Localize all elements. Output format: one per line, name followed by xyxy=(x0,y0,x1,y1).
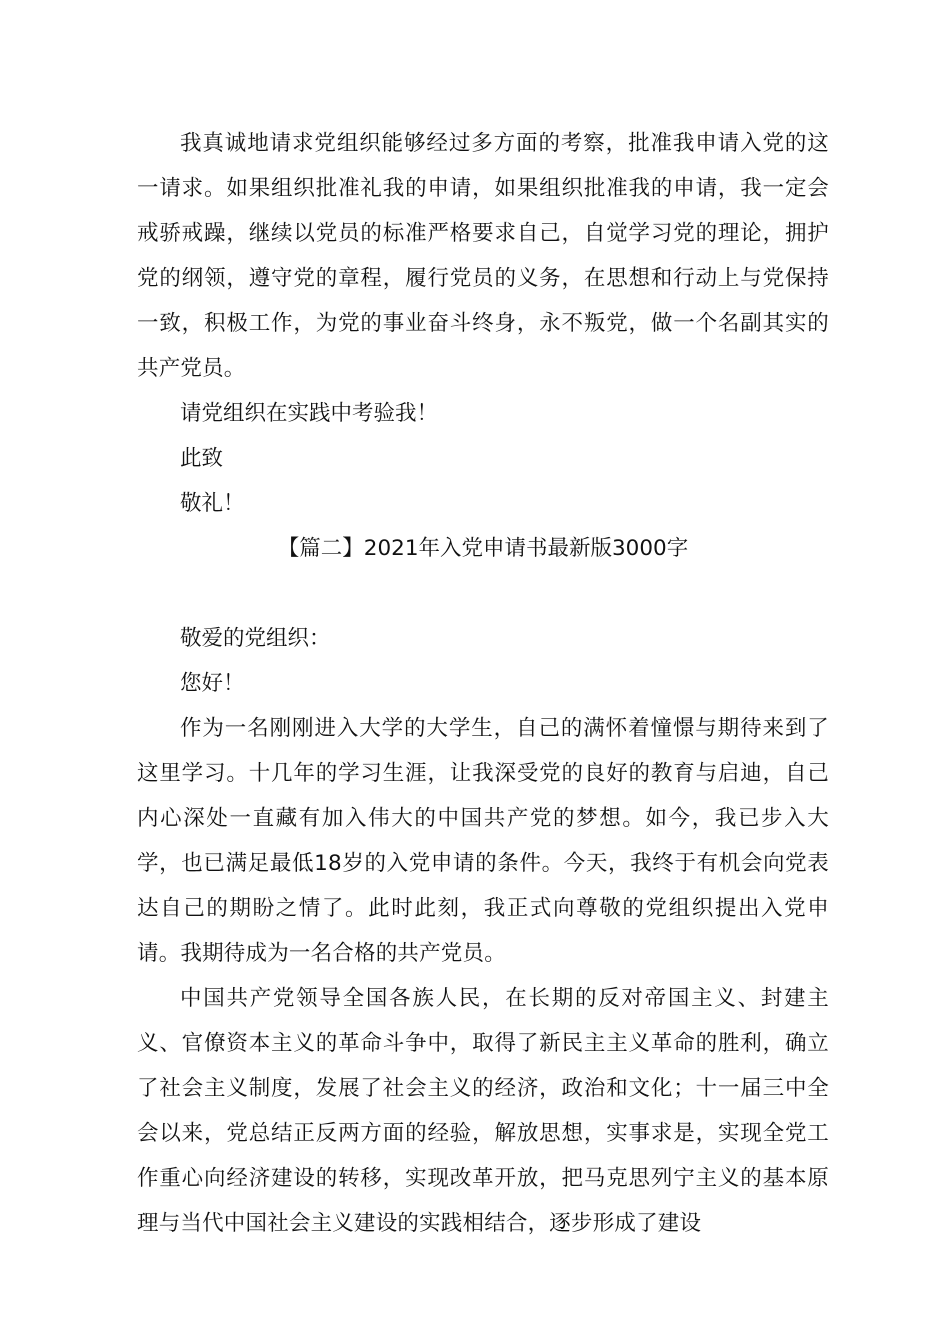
closing-jingli: 敬礼！ xyxy=(180,491,245,516)
paragraph-party-history: 中国共产党领导全国各族人民，在长期的反对帝国主义、封建主义、官僚资本主义的革命斗争中，取得了新民主主义革命的胜利，确立了社会主义制度，发展了社会主义的经济，政治和文化；十一届三中全会以来，党总结正反两方面的经验，解放思想，实事求是，实现全党工作重心向经济建设的转移，实现改革开放，把马克思列宁主义的基本原理与当代中国社会主义建设的实践相结合，逐步形成了建设 xyxy=(137,986,829,1236)
paragraph-test-me: 请党组织在实践中考验我！ xyxy=(180,401,439,426)
greeting: 您好！ xyxy=(180,671,245,696)
blank-line xyxy=(137,571,829,616)
salutation: 敬爱的党组织： xyxy=(180,626,331,651)
paragraph-introduction: 作为一名刚刚进入大学的大学生，自己的满怀着憧憬与期待来到了这里学习。十几年的学习生涯，让我深受党的良好的教育与启迪，自己内心深处一直藏有加入伟大的中国共产党的梦想。如今，我已步入大学，也已满足最低18岁的入党申请的条件。今天，我终于有机会向党表达自己的期盼之情了。此时此刻，我正式向尊敬的党组织提出入党申请。我期待成为一名合格的共产党员。 xyxy=(137,716,829,966)
closing-cizhi: 此致 xyxy=(180,446,224,471)
section-heading: 【篇二】2021年入党申请书最新版3000字 xyxy=(277,536,689,561)
paragraph-request: 我真诚地请求党组织能够经过多方面的考察，批准我申请入党的这一请求。如果组织批准礼我的申请，如果组织批准我的申请，我一定会戒骄戒躁，继续以党员的标准严格要求自己，自觉学习党的理论，拥护党的纲领，遵守党的章程，履行党员的义务，在思想和行动上与党保持一致，积极工作，为党的事业奋斗终身，永不叛党，做一个名副其实的共产党员。 xyxy=(137,131,829,381)
document-body xyxy=(137,121,829,1246)
